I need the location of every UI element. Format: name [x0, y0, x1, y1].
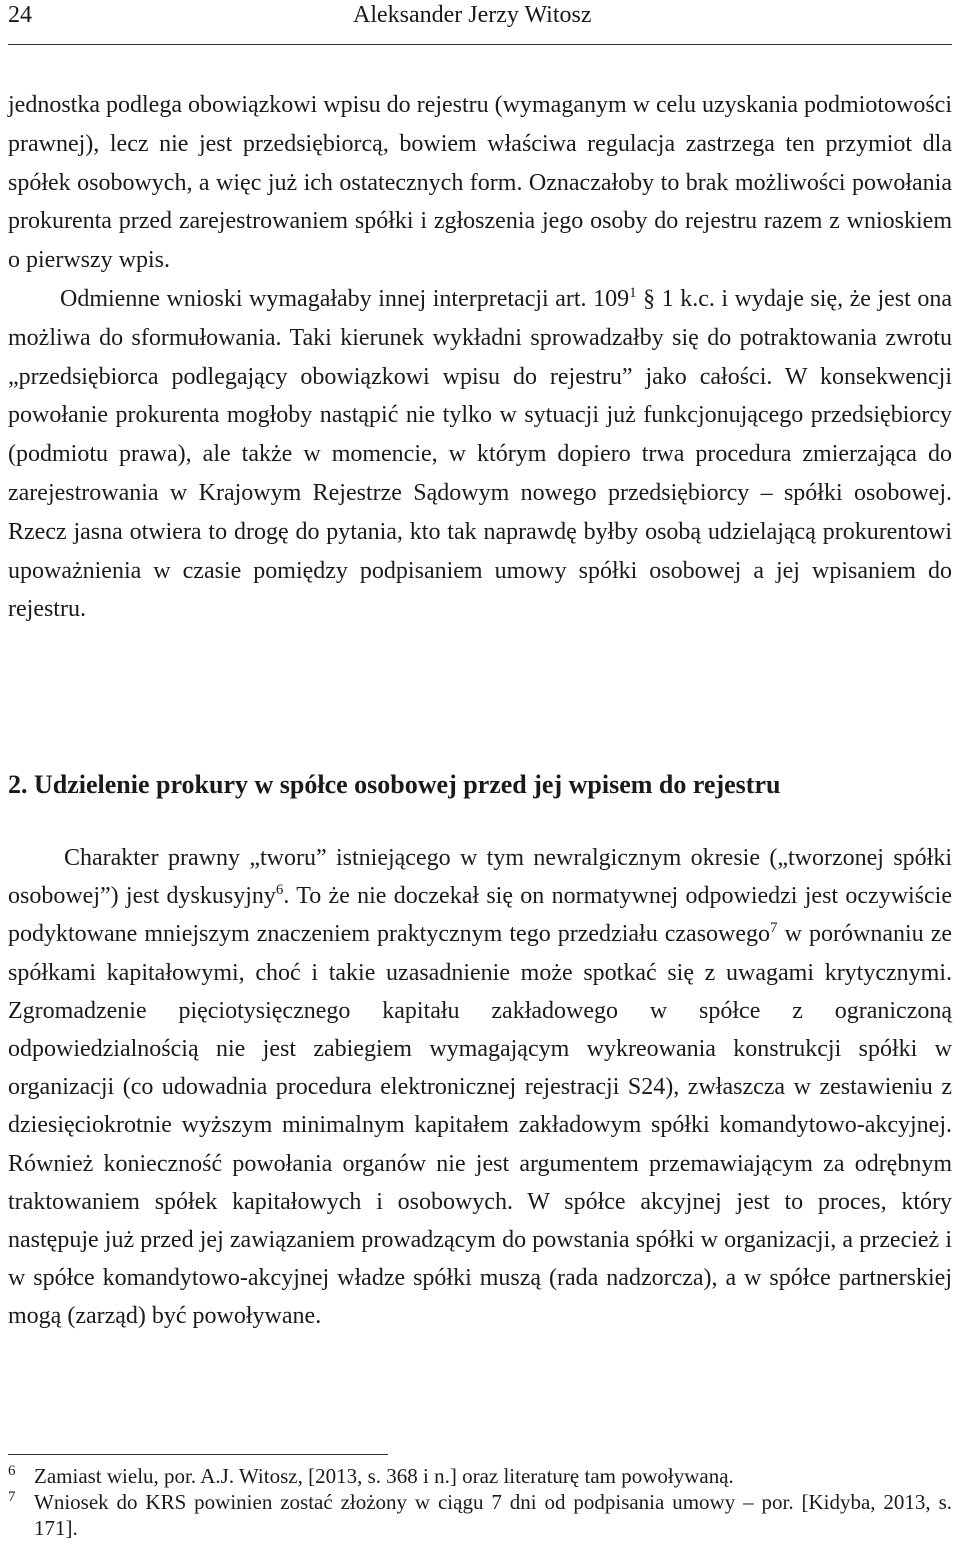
footnote-ref-7[interactable]: 7: [770, 920, 778, 937]
body-text: [8, 86, 952, 629]
section-paragraph: [8, 839, 952, 1336]
footnote-ref-6[interactable]: 6: [275, 882, 284, 899]
footnote-text: Zamiast wielu, por. A.J. Witosz, [2013, s. 368 i n.] oraz literaturę tam powoływaną.: [34, 1464, 734, 1488]
section-body: [8, 839, 952, 1336]
paragraph-text: w porównaniu ze spółkami kapitałowymi, choć i takie uzasadnienie może spotkać się z uwagami krytycznymi. Zgromadzenie pięciotysięcznego kapitału zakładowego w spółce z ograniczoną odpowiedzialnością nie jest zabiegiem wymagającym wykreowania konstrukcji spółki w organizacji (co udowadnia procedura elektronicznej rejestracji S24), zwłaszcza w zestawieniu z dziesięciokrotnie wyższym minimalnym kapitałem zakładowym spółki komandytowo-akcyjnej. Również konieczność powołania organów nie jest argumentem przemawiającym za odrębnym traktowaniem spółek kapitałowych i osobowych. W spółce akcyjnej jest to proces, który następuje już przed jej zawiązaniem prowadzącym do powstania spółki w organizacji, a przecież i w spółce komandytowo-akcyjnej władze spółki muszą (rada nadzorcza), a w spółce partnerskiej mogą (zarząd) być powoływane.: [8, 921, 953, 1330]
footnote-mark: 7: [8, 1489, 16, 1505]
paragraph-interpretation: [8, 280, 952, 629]
page-header: [8, 0, 952, 45]
paragraph-text: Odmienne wnioski wymagałaby innej interpretacji art. 109: [60, 285, 630, 312]
footnote-7: [8, 1489, 952, 1541]
article-superscript: 1: [629, 284, 637, 301]
section-heading: 2. Udzielenie prokury w spółce osobowej przed jej wpisem do rejestru: [8, 770, 781, 799]
paragraph-text: . To że nie doczekał się on normatywnej odpowiedzi jest oczywiście podyktowane mniejszym znaczeniem praktycznym tego przedziału czasowego: [8, 883, 952, 948]
footnote-divider: [8, 1454, 388, 1455]
footnote-6: [8, 1463, 952, 1489]
running-title: Aleksander Jerzy Witosz: [353, 2, 592, 28]
page-number: 24: [8, 2, 32, 28]
footnotes: [8, 1463, 952, 1541]
paragraph-text: § 1 k.c. i wydaje się, że jest ona możliwa do sformułowania. Taki kierunek wykładni sprowadzałby się do potraktowania zwrotu „przedsiębiorca podlegający obowiązkowi wpisu do rejestru” jako całości. W konsekwencji powołanie prokurenta mogłoby nastąpić nie tylko w sytuacji już funkcjonującego przedsiębiorcy (podmiotu prawa), ale także w momencie, w którym dopiero trwa procedura zmierzająca do zarejestrowania w Krajowym Rejestrze Sądowym nowego przedsiębiorcy – spółki osobowej. Rzecz jasna otwiera to drogę do pytania, kto tak naprawdę byłby osobą udzielającą prokurentowi upoważnienia w czasie pomiędzy podpisaniem umowy spółki osobowej a jej wpisaniem do rejestru.: [8, 285, 952, 623]
footnote-text: Wniosek do KRS powinien zostać złożony w ciągu 7 dni od podpisania umowy – por. [Kidyba, 2013, s. 171].: [34, 1490, 952, 1540]
paragraph-continued: jednostka podlega obowiązkowi wpisu do rejestru (wymaganym w celu uzyskania podmiotowości prawnej), lecz nie jest przedsiębiorcą, bowiem właściwa regulacja zastrzega ten przymiot dla spółek osobowych, a więc już ich ostatecznych form. Oznaczałoby to brak możliwości powołania prokurenta przed zarejestrowaniem spółki i zgłoszenia jego osoby do rejestru razem z wnioskiem o pierwszy wpis.: [8, 92, 952, 274]
footnote-mark: 6: [8, 1463, 16, 1479]
paragraph-text: Charakter prawny „tworu” istniejącego w tym newralgicznym okresie („tworzonej spółki osobowej”) jest dyskusyjny: [8, 845, 952, 910]
